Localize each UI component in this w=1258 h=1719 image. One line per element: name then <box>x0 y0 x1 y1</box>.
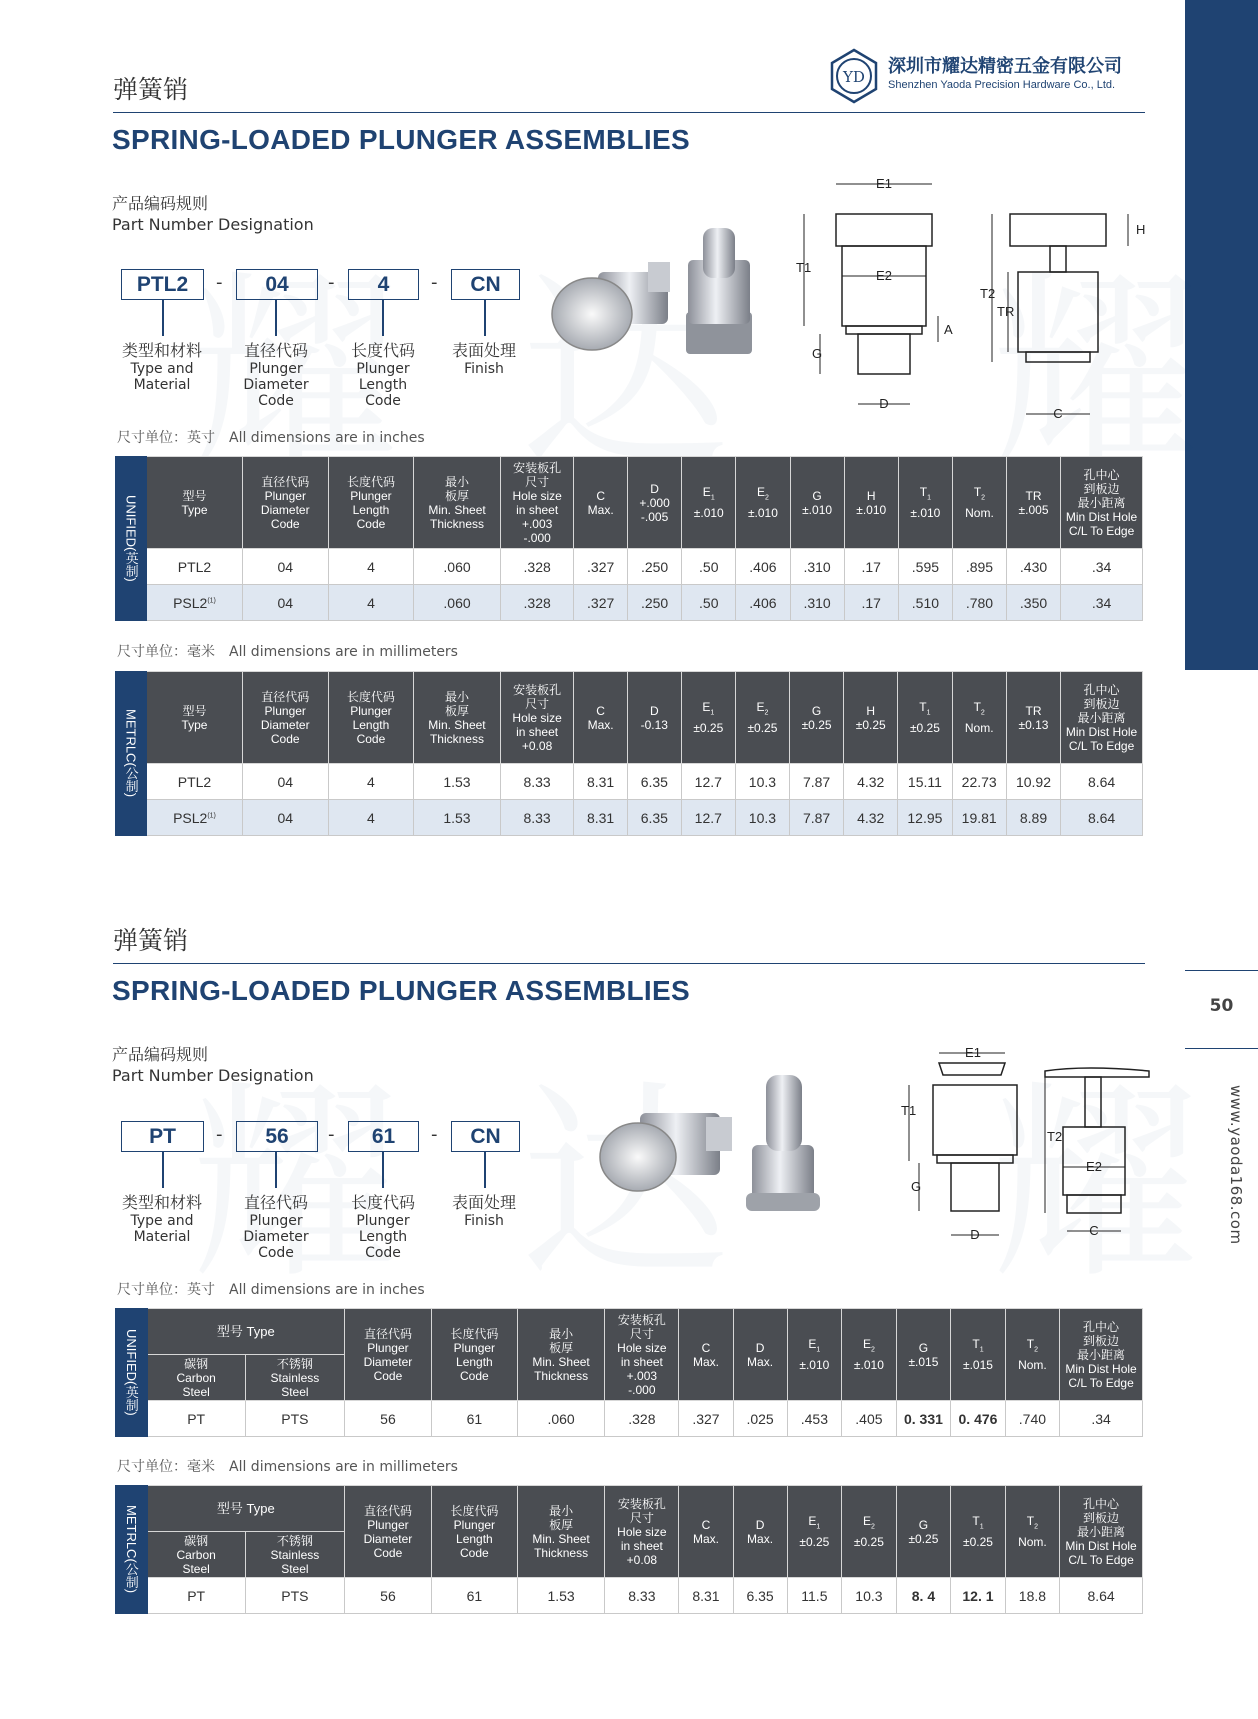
column-header: $E_1$ ±0.25 <box>681 672 735 764</box>
part-number-heading <box>112 1044 314 1086</box>
side-divider-top <box>1185 970 1258 971</box>
section-title-en: SPRING-LOADED PLUNGER ASSEMBLIES <box>112 124 690 155</box>
table-cell: 1.53 <box>517 1578 604 1614</box>
table-cell: 4 <box>328 585 413 621</box>
table-cell: 8.31 <box>574 764 628 800</box>
column-header: 直径代码 Plunger Diameter Code <box>242 672 328 764</box>
code-label-type: 类型和材料 Type and Material <box>121 341 202 393</box>
table-row <box>116 764 1143 800</box>
code-box-finish: CN <box>451 1121 520 1152</box>
table-cell: 8.64 <box>1061 764 1143 800</box>
code-label-length: 长度代码 Plunger Length Code <box>350 341 415 409</box>
table-cell: 12.7 <box>681 800 735 836</box>
table-cell: .327 <box>679 1401 733 1437</box>
unit-note: 尺寸单位：英寸 All dimensions are in inches <box>117 1282 425 1298</box>
code-label-finish: 表面处理 Finish <box>451 1193 516 1229</box>
page-number: 50 <box>1209 996 1234 1016</box>
column-header: H ±.010 <box>844 457 898 549</box>
company-logo <box>826 48 1146 108</box>
column-header: TR ±.005 <box>1006 457 1060 549</box>
table-cell: .50 <box>682 549 736 585</box>
diagram-label: G <box>812 346 823 361</box>
table-cell: .060 <box>414 549 501 585</box>
code-connector <box>382 300 384 336</box>
code-label-diameter: 直径代码 Plunger Diameter Code <box>243 1193 309 1261</box>
table-cell: 04 <box>242 585 328 621</box>
column-header: 孔中心 到板边 最小距离 Min Dist Hole C/L To Edge <box>1061 672 1143 764</box>
table-cell: 7.87 <box>790 800 844 836</box>
column-header: $E_2$ ±0.25 <box>842 1486 897 1578</box>
code-dash: - <box>328 1124 335 1145</box>
table-cell: 8.31 <box>679 1578 733 1614</box>
code-label-finish: 表面处理 Finish <box>451 341 516 377</box>
code-connector <box>162 300 164 336</box>
code-connector <box>484 1152 486 1188</box>
code-label-length: 长度代码 Plunger Length Code <box>350 1193 415 1261</box>
table-cell: .328 <box>500 585 573 621</box>
table-cell: .327 <box>574 585 628 621</box>
product-photo <box>598 1065 828 1225</box>
code-connector <box>275 300 277 336</box>
column-header: 型号 Type <box>147 672 242 764</box>
column-header: $T_1$ ±.015 <box>951 1309 1006 1401</box>
column-header: 安装板孔 尺寸 Hole size in sheet +0.08 <box>605 1486 679 1578</box>
column-header: 型号 Type <box>147 457 242 549</box>
dimension-diagram <box>895 1045 1165 1255</box>
diagram-label: T1 <box>901 1103 917 1118</box>
diagram-label: D <box>879 396 889 411</box>
table-side-label: UNIFIED(英制) <box>116 457 147 621</box>
table-cell: 0. 476 <box>951 1401 1006 1437</box>
table-cell: .310 <box>790 585 844 621</box>
column-header: G ±0.25 <box>790 672 844 764</box>
table-cell: .895 <box>952 549 1006 585</box>
column-header: D Max. <box>733 1486 787 1578</box>
column-group-header: 型号 Type <box>147 1309 344 1355</box>
spec-table-inch <box>115 456 1143 621</box>
column-header: $E_1$ ±0.25 <box>787 1486 842 1578</box>
code-label-diameter: 直径代码 Plunger Diameter Code <box>243 341 309 409</box>
table-cell: PTL2 <box>147 764 242 800</box>
column-header: D Max. <box>733 1309 787 1401</box>
table-cell: .328 <box>605 1401 679 1437</box>
column-header: $T_2$ Nom. <box>1005 1486 1059 1578</box>
code-dash: - <box>216 1124 223 1145</box>
section-title-cn: 弹簧销 <box>113 926 189 955</box>
table-cell: 6.35 <box>627 800 681 836</box>
table-cell: 19.81 <box>952 800 1006 836</box>
table-cell: 04 <box>242 800 328 836</box>
code-label-type: 类型和材料 Type and Material <box>121 1193 202 1245</box>
spec-table-mm <box>115 1485 1143 1614</box>
column-header: 不锈钢 Stainless Steel <box>245 1355 344 1401</box>
table-cell: .780 <box>952 585 1006 621</box>
column-header: 最小 板厚 Min. Sheet Thickness <box>414 672 501 764</box>
table-cell: 22.73 <box>952 764 1006 800</box>
column-header: G ±.015 <box>896 1309 951 1401</box>
diagram-label: E1 <box>876 176 892 191</box>
column-header: $E_2$ ±.010 <box>736 457 790 549</box>
column-header: C Max. <box>679 1309 733 1401</box>
table-cell: .406 <box>736 585 790 621</box>
table-cell: 12. 1 <box>951 1578 1006 1614</box>
column-header: C Max. <box>574 672 628 764</box>
column-header: 孔中心 到板边 最小距离 Min Dist Hole C/L To Edge <box>1060 1486 1143 1578</box>
code-box-length: 4 <box>348 269 419 300</box>
diagram-label: E2 <box>1086 1159 1102 1174</box>
column-header: G ±0.25 <box>896 1486 951 1578</box>
spec-table-inch <box>115 1308 1143 1437</box>
section-title-en: SPRING-LOADED PLUNGER ASSEMBLIES <box>112 975 690 1006</box>
column-header: 直径代码 Plunger Diameter Code <box>345 1486 432 1578</box>
table-cell: .250 <box>627 549 681 585</box>
table-cell: .025 <box>733 1401 787 1437</box>
footnote-mark: (1) <box>207 596 216 604</box>
column-header: D +.000 -.005 <box>627 457 681 549</box>
column-header: H ±0.25 <box>844 672 898 764</box>
table-cell: .17 <box>844 585 898 621</box>
table-cell: 6.35 <box>733 1578 787 1614</box>
table-cell: 61 <box>431 1578 517 1614</box>
code-dash: - <box>216 272 223 293</box>
diagram-label: C <box>1089 1223 1099 1238</box>
code-box-diameter: 56 <box>236 1121 318 1152</box>
diagram-label: T2 <box>1047 1129 1063 1144</box>
logo-emblem-text: YD <box>843 68 865 86</box>
table-cell: .50 <box>682 585 736 621</box>
column-header: 碳钢 Carbon Steel <box>147 1355 245 1401</box>
table-cell: 4 <box>328 800 413 836</box>
table-cell: .250 <box>627 585 681 621</box>
table-cell: 4 <box>328 549 413 585</box>
column-header: 不锈钢 Stainless Steel <box>245 1532 344 1578</box>
table-cell: .34 <box>1061 549 1143 585</box>
diagram-label: D <box>970 1227 980 1242</box>
table-cell: .595 <box>898 549 952 585</box>
diagram-label: C <box>1053 406 1063 421</box>
diagram-label: G <box>911 1179 922 1194</box>
column-header: 孔中心 到板边 最小距离 Min Dist Hole C/L To Edge <box>1060 1309 1143 1401</box>
diagram-label: A <box>944 322 953 337</box>
column-header: 最小 板厚 Min. Sheet Thickness <box>517 1309 604 1401</box>
logo-emblem-icon <box>826 48 882 104</box>
table-cell: 04 <box>242 764 328 800</box>
diagram-label: T2 <box>980 286 996 301</box>
column-header: G ±.010 <box>790 457 844 549</box>
column-header: $E_2$ ±.010 <box>842 1309 897 1401</box>
column-header: $T_2$ Nom. <box>1005 1309 1059 1401</box>
column-header: $T_2$ Nom. <box>952 672 1006 764</box>
table-cell: 8.33 <box>605 1578 679 1614</box>
diagram-label: T1 <box>796 260 812 275</box>
code-dash: - <box>328 272 335 293</box>
code-box-finish: CN <box>451 269 520 300</box>
table-cell: .17 <box>844 549 898 585</box>
code-dash: - <box>431 272 438 293</box>
column-header: TR ±0.13 <box>1006 672 1060 764</box>
website-url: www.yaoda168.com <box>1227 1085 1245 1245</box>
table-cell: 8.33 <box>500 764 573 800</box>
side-color-bar <box>1185 0 1258 670</box>
column-header: $E_1$ ±.010 <box>787 1309 842 1401</box>
column-header: $E_2$ ±0.25 <box>735 672 789 764</box>
table-cell: 10.3 <box>735 800 789 836</box>
table-cell: 56 <box>345 1401 432 1437</box>
table-cell: 10.3 <box>842 1578 897 1614</box>
code-connector <box>162 1152 164 1188</box>
table-cell: PT <box>147 1401 245 1437</box>
column-header: C Max. <box>574 457 628 549</box>
table-cell: 6.35 <box>627 764 681 800</box>
table-cell: .34 <box>1060 1401 1143 1437</box>
column-header: 最小 板厚 Min. Sheet Thickness <box>414 457 501 549</box>
part-number-heading-en: Part Number Designation <box>112 215 314 234</box>
table-cell: 61 <box>431 1401 517 1437</box>
table-cell: .430 <box>1006 549 1060 585</box>
table-cell: 56 <box>345 1578 432 1614</box>
table-cell: 11.5 <box>787 1578 842 1614</box>
column-header: 安装板孔 尺寸 Hole size in sheet +0.08 <box>500 672 573 764</box>
table-cell: 8.31 <box>574 800 628 836</box>
table-row <box>116 1578 1143 1614</box>
column-header: 长度代码 Plunger Length Code <box>328 457 413 549</box>
table-side-label: METRLC(公制) <box>116 1486 148 1614</box>
column-header: $T_1$ ±.010 <box>898 457 952 549</box>
table-cell: 8.33 <box>500 800 573 836</box>
column-header: 孔中心 到板边 最小距离 Min Dist Hole C/L To Edge <box>1061 457 1143 549</box>
table-cell: 0. 331 <box>896 1401 951 1437</box>
table-row <box>116 585 1143 621</box>
table-cell: 12.7 <box>681 764 735 800</box>
diagram-label: H <box>1136 222 1146 237</box>
table-cell: .328 <box>500 549 573 585</box>
table-cell: 10.3 <box>735 764 789 800</box>
table-cell: PTS <box>245 1401 344 1437</box>
spec-table-mm <box>115 671 1143 836</box>
company-name-en: Shenzhen Yaoda Precision Hardware Co., Ltd. <box>888 79 1116 91</box>
column-header: D -0.13 <box>627 672 681 764</box>
column-group-header: 型号 Type <box>147 1486 344 1532</box>
part-number-heading-cn: 产品编码规则 <box>112 1045 209 1064</box>
table-cell: PSL2$^{(1)}$ <box>147 585 242 621</box>
code-box-type: PTL2 <box>121 269 204 300</box>
footnote-mark: (1) <box>207 811 216 819</box>
column-header: $T_1$ ±0.25 <box>898 672 952 764</box>
product-photo <box>548 222 763 372</box>
table-row <box>116 800 1143 836</box>
column-header: C Max. <box>679 1486 733 1578</box>
code-connector <box>382 1152 384 1188</box>
table-cell: 4 <box>328 764 413 800</box>
column-header: 长度代码 Plunger Length Code <box>431 1486 517 1578</box>
code-box-diameter: 04 <box>236 269 318 300</box>
part-number-heading-cn: 产品编码规则 <box>112 194 209 213</box>
title-rule <box>113 112 1145 113</box>
table-cell: 04 <box>242 549 328 585</box>
table-cell: 8.64 <box>1060 1578 1143 1614</box>
table-cell: .740 <box>1005 1401 1059 1437</box>
side-divider-bottom <box>1185 1048 1258 1049</box>
table-cell: 18.8 <box>1005 1578 1059 1614</box>
table-row <box>116 1401 1143 1437</box>
table-cell: .327 <box>574 549 628 585</box>
table-cell: .405 <box>842 1401 897 1437</box>
column-header: $T_1$ ±0.25 <box>951 1486 1006 1578</box>
table-cell: 8.89 <box>1006 800 1060 836</box>
table-cell: 8.64 <box>1061 800 1143 836</box>
table-cell: PT <box>147 1578 245 1614</box>
code-dash: - <box>431 1124 438 1145</box>
column-header: 碳钢 Carbon Steel <box>147 1532 245 1578</box>
column-header: 直径代码 Plunger Diameter Code <box>242 457 328 549</box>
column-header: 安装板孔 尺寸 Hole size in sheet +.003 -.000 <box>500 457 573 549</box>
table-row <box>116 549 1143 585</box>
table-cell: 8. 4 <box>896 1578 951 1614</box>
code-connector <box>484 300 486 336</box>
table-cell: .34 <box>1061 585 1143 621</box>
dimension-diagram <box>790 172 1160 422</box>
unit-note: 尺寸单位：毫米 All dimensions are in millimeters <box>117 1459 458 1475</box>
part-number-heading <box>112 193 314 235</box>
code-box-type: PT <box>121 1121 204 1152</box>
table-cell: PTS <box>245 1578 344 1614</box>
unit-note: 尺寸单位：毫米 All dimensions are in millimeters <box>117 644 458 660</box>
column-header: 最小 板厚 Min. Sheet Thickness <box>517 1486 604 1578</box>
table-cell: 7.87 <box>790 764 844 800</box>
section-title-cn: 弹簧销 <box>113 75 189 104</box>
unit-note: 尺寸单位：英寸 All dimensions are in inches <box>117 430 425 446</box>
table-cell: .453 <box>787 1401 842 1437</box>
diagram-label: E2 <box>876 268 892 283</box>
table-cell: 4.32 <box>844 764 898 800</box>
code-box-length: 61 <box>348 1121 419 1152</box>
part-number-heading-en: Part Number Designation <box>112 1066 314 1085</box>
table-cell: .060 <box>414 585 501 621</box>
table-cell: 4.32 <box>844 800 898 836</box>
table-cell: .406 <box>736 549 790 585</box>
table-cell: 1.53 <box>414 800 501 836</box>
table-cell: .510 <box>898 585 952 621</box>
diagram-label: TR <box>997 304 1015 319</box>
column-header: 长度代码 Plunger Length Code <box>431 1309 517 1401</box>
column-header: 安装板孔 尺寸 Hole size in sheet +.003 -.000 <box>605 1309 679 1401</box>
table-cell: 12.95 <box>898 800 952 836</box>
title-rule <box>113 963 1145 964</box>
column-header: $T_2$ Nom. <box>952 457 1006 549</box>
column-header: 长度代码 Plunger Length Code <box>328 672 413 764</box>
column-header: 直径代码 Plunger Diameter Code <box>345 1309 432 1401</box>
table-cell: PSL2$^{(1)}$ <box>147 800 242 836</box>
table-cell: .060 <box>517 1401 604 1437</box>
table-cell: 10.92 <box>1006 764 1060 800</box>
code-connector <box>275 1152 277 1188</box>
table-side-label: METRLC(公制) <box>116 672 147 836</box>
table-cell: 15.11 <box>898 764 952 800</box>
table-side-label: UNIFIED(英制) <box>116 1309 148 1437</box>
company-name-cn: 深圳市耀达精密五金有限公司 <box>888 56 1122 77</box>
column-header: $E_1$ ±.010 <box>682 457 736 549</box>
diagram-label: E1 <box>965 1045 981 1060</box>
table-cell: PTL2 <box>147 549 242 585</box>
table-cell: 1.53 <box>414 764 501 800</box>
table-cell: .310 <box>790 549 844 585</box>
table-cell: .350 <box>1006 585 1060 621</box>
